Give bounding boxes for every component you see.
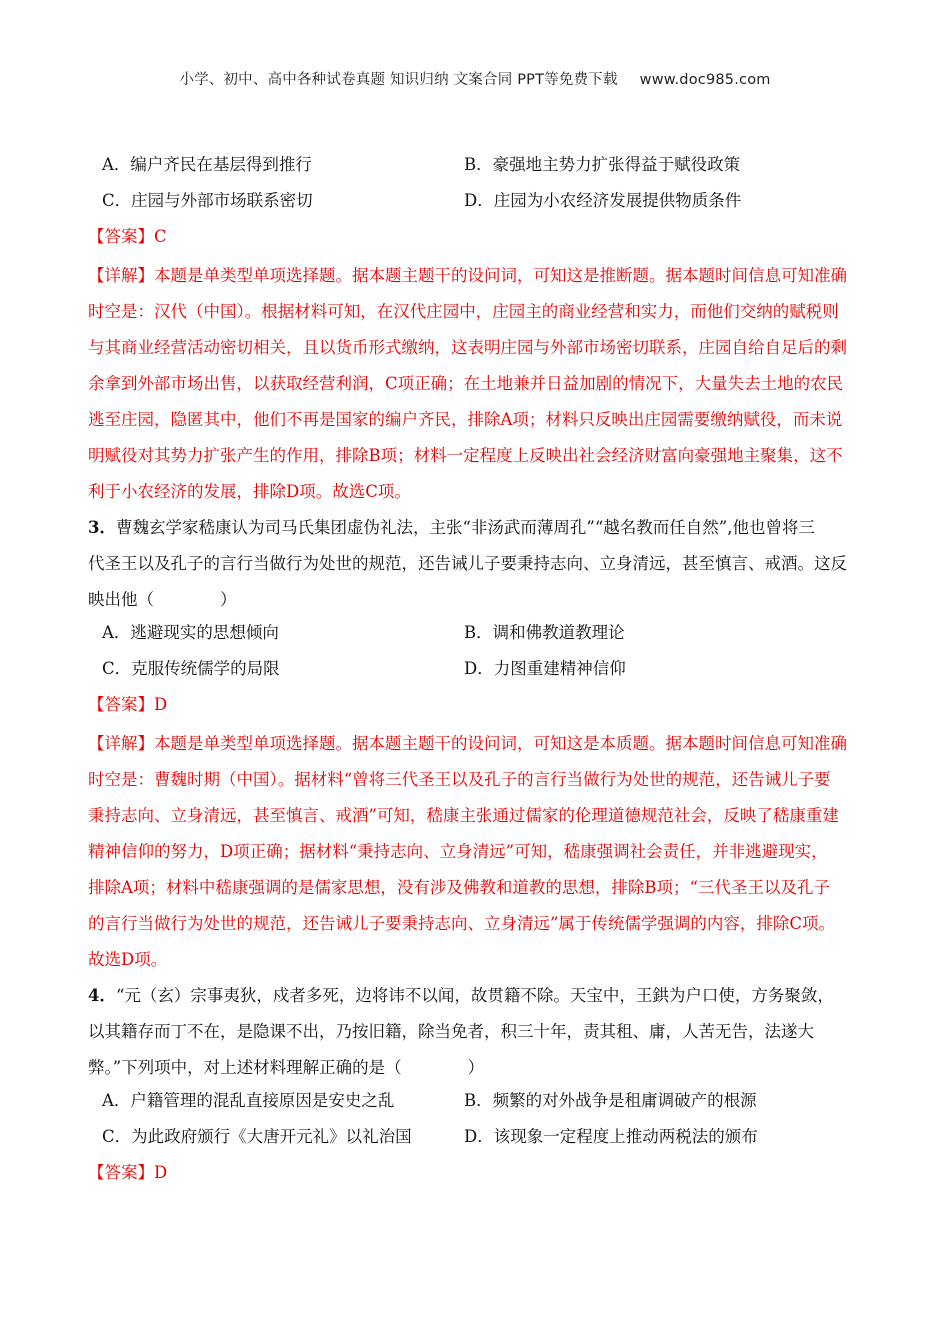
- q4-options-row-1: [88, 1086, 868, 1122]
- q3-explanation-line: 【详解】本题是单类型单项选择题。据本题主题干的设问词，可知这是本质题。据本题时间信息可知准确: [88, 734, 847, 753]
- q2-explanation-line: 利于小农经济的发展，排除D项。故选C项。: [88, 482, 411, 501]
- q3-options-row-1: [88, 618, 868, 654]
- header-url[interactable]: www.doc985.com: [639, 72, 771, 88]
- q3-explanation-line: 排除A项；材料中嵇康强调的是儒家思想，没有涉及佛教和道教的思想，排除B项；“三代圣王以及孔子: [88, 878, 830, 897]
- q3-explanation: [88, 726, 868, 978]
- q2-explanation-line: 余拿到外部市场出售，以获取经营利润，C项正确；在土地兼并日益加剧的情况下，大量失去土地的农民: [88, 374, 844, 393]
- q2-explanation-line: 明赋役对其势力扩张产生的作用，排除B项；材料一定程度上反映出社会经济财富向豪强地主聚集，这不: [88, 446, 843, 465]
- q3-options-row-2: [88, 654, 868, 690]
- q4-number: 4．: [88, 986, 116, 1005]
- q3-explanation-line: 的言行当做行为处世的规范，还告诫儿子要秉持志向、立身清远”属于传统儒学强调的内容，排除C项。: [88, 914, 836, 933]
- q4-answer: 【答案】D: [88, 1163, 168, 1182]
- q4-option-c: C．为此政府颁行《大唐开元礼》以礼治国: [102, 1127, 412, 1146]
- q4-option-d: D．该现象一定程度上推动两税法的颁布: [464, 1127, 758, 1146]
- q4-stem-line: 4．“元（玄）宗事夷狄，戍者多死，边将讳不以闻，故贯籍不除。天宝中，王鉷为户口使，方务聚敛，: [88, 986, 834, 1005]
- q3-option-b: B．调和佛教道教理论: [464, 623, 625, 642]
- q3-stem-line: 映出他（ ）: [88, 590, 237, 609]
- document-body: [88, 150, 868, 1194]
- q4-stem: [88, 978, 868, 1086]
- q3-explanation-line: 时空是：曹魏时期（中国）。据材料“曾将三代圣王以及孔子的言行当做行为处世的规范，还告诫儿子要: [88, 770, 831, 789]
- q2-option-b: B．豪强地主势力扩张得益于赋役政策: [464, 155, 741, 174]
- q3-option-d: D．力图重建精神信仰: [464, 659, 626, 678]
- q2-option-d: D．庄园为小农经济发展提供物质条件: [464, 191, 742, 210]
- q2-explanation-line: 与其商业经营活动密切相关，且以货币形式缴纳，这表明庄园与外部市场密切联系，庄园自给自足后的剩: [88, 338, 847, 357]
- page-header: [0, 68, 950, 89]
- q2-option-a: A．编户齐民在基层得到推行: [102, 155, 312, 174]
- q4-option-a: A．户籍管理的混乱直接原因是安史之乱: [102, 1091, 395, 1110]
- q3-explanation-line: 秉持志向、立身清远，甚至慎言、戒酒”可知，嵇康主张通过儒家的伦理道德规范社会，反映了嵇康重建: [88, 806, 839, 825]
- q3-option-a: A．逃避现实的思想倾向: [102, 623, 279, 642]
- q3-number: 3．: [88, 518, 116, 537]
- q3-explanation-line: 精神信仰的努力，D项正确；据材料“秉持志向、立身清远”可知，嵇康强调社会责任，并非逃避现实，: [88, 842, 828, 861]
- header-text: 小学、初中、高中各种试卷真题 知识归纳 文案合同 PPT等免费下载: [179, 72, 618, 88]
- q2-explanation-line: 逃至庄园，隐匿其中，他们不再是国家的编户齐民，排除A项；材料只反映出庄园需要缴纳赋役，而未说: [88, 410, 843, 429]
- q3-stem: [88, 510, 868, 618]
- q2-explanation-line: 【详解】本题是单类型单项选择题。据本题主题干的设问词，可知这是推断题。据本题时间信息可知准确: [88, 266, 847, 285]
- q2-explanation-line: 时空是：汉代（中国）。根据材料可知，在汉代庄园中，庄园主的商业经营和实力，而他们交纳的赋税则: [88, 302, 839, 321]
- q4-stem-line: 以其籍存而丁不在，是隐课不出，乃按旧籍，除当免者，积三十年，责其租、庸，人苦无告，法遂大: [88, 1022, 814, 1041]
- q3-stem-line: 代圣王以及孔子的言行当做行为处世的规范，还告诫儿子要秉持志向、立身清远，甚至慎言、戒酒。这反: [88, 554, 847, 573]
- q2-explanation: [88, 258, 868, 510]
- q4-stem-line: 弊。”下列项中，对上述材料理解正确的是（ ）: [88, 1058, 485, 1077]
- q3-option-c: C．克服传统儒学的局限: [102, 659, 280, 678]
- q4-option-b: B．频繁的对外战争是租庸调破产的根源: [464, 1091, 757, 1110]
- q3-explanation-line: 故选D项。: [88, 950, 168, 969]
- q4-options-row-2: [88, 1122, 868, 1158]
- q2-options-row-2: [88, 186, 868, 222]
- q2-option-c: C．庄园与外部市场联系密切: [102, 191, 313, 210]
- q3-answer: 【答案】D: [88, 695, 168, 714]
- q2-options-row-1: [88, 150, 868, 186]
- q2-answer: 【答案】C: [88, 227, 167, 246]
- q3-stem-line: 3．曹魏玄学家嵇康认为司马氏集团虚伪礼法，主张“非汤武而薄周孔”“越名教而任自然”,他也曾将三: [88, 518, 815, 537]
